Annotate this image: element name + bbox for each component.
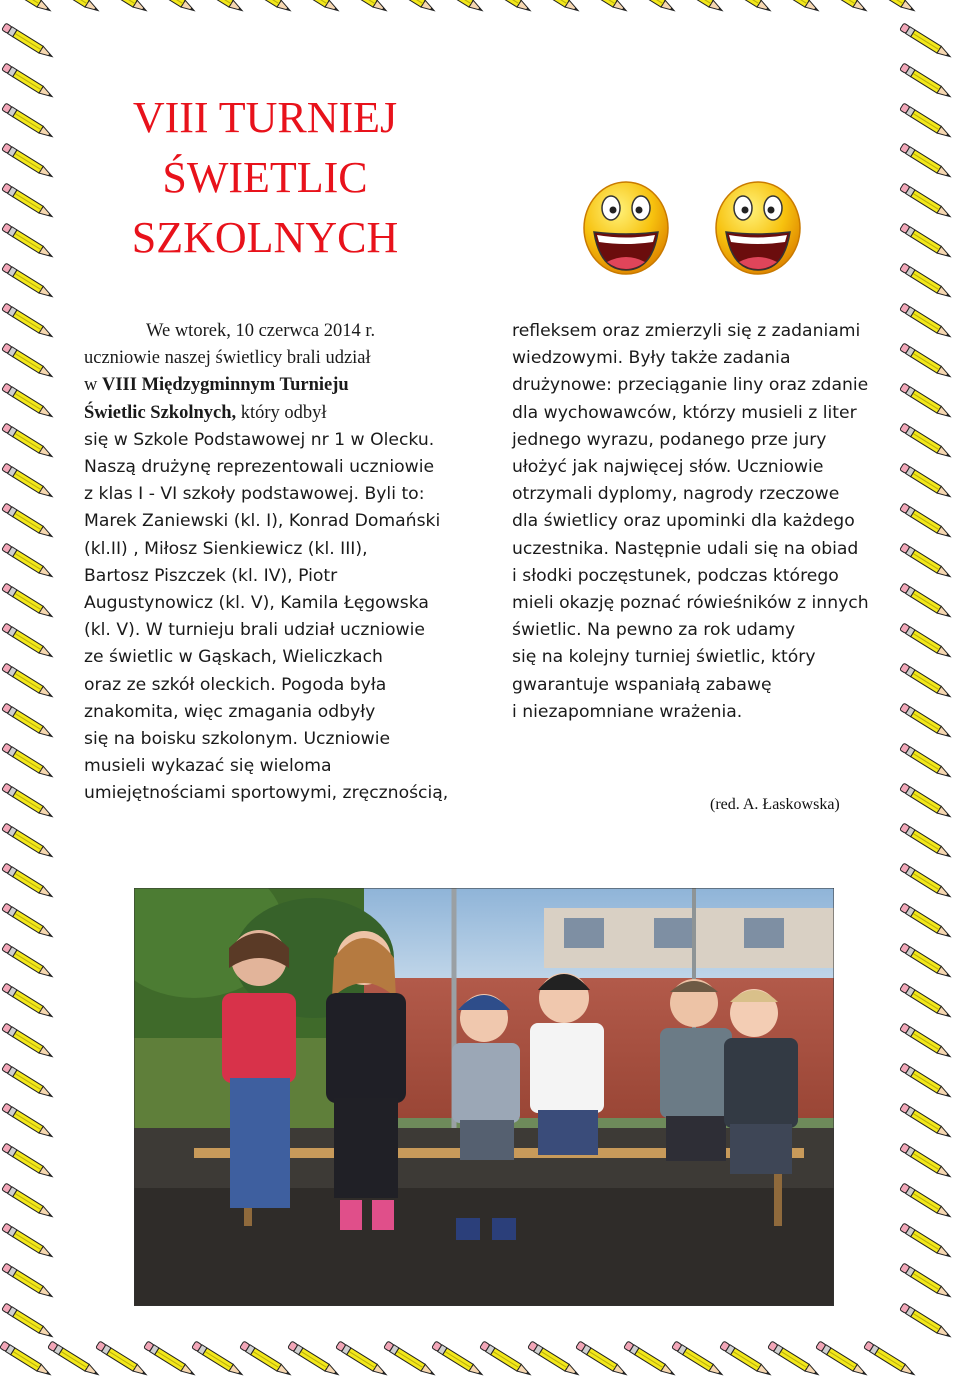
article-line: ułożyć jak najwięcej słów. Uczniowie [512, 457, 824, 478]
article-line: Augustynowicz (kl. V), Kamila Łęgowska [84, 593, 429, 614]
pencil-icon [96, 1341, 149, 1378]
pencil-icon [900, 103, 953, 140]
article-line: się w Szkole Podstawowej nr 1 w Olecku. [84, 429, 435, 450]
article-line: uczestnika. Następnie udali się na obiad [512, 538, 859, 559]
pencil-icon [2, 823, 55, 860]
pencil-icon [2, 743, 55, 780]
pencil-icon [96, 0, 149, 14]
article-line: Bartosz Piszczek (kl. IV), Piotr [84, 565, 338, 586]
pencil-icon [900, 183, 953, 220]
pencil-icon [2, 623, 55, 660]
article-line: i niezapomniane wrażenia. [512, 701, 743, 722]
pencil-icon [900, 903, 953, 940]
pencil-icon [900, 1023, 953, 1060]
pencil-icon [2, 23, 55, 60]
pencil-icon [900, 23, 953, 60]
pencil-icon [900, 823, 953, 860]
pencil-icon [2, 263, 55, 300]
pencil-icon [900, 223, 953, 260]
pencil-icon [900, 1223, 953, 1260]
pencil-icon [2, 1183, 55, 1220]
pencil-icon [2, 1263, 55, 1300]
pencil-icon [768, 0, 821, 14]
pencil-icon [2, 943, 55, 980]
pencil-icon [900, 463, 953, 500]
pencil-icon [2, 703, 55, 740]
pencil-icon [624, 1341, 677, 1378]
page-title [100, 88, 430, 268]
pencil-icon [720, 1341, 773, 1378]
pencil-icon [2, 423, 55, 460]
pencil-icon [576, 1341, 629, 1378]
pencil-icon [2, 543, 55, 580]
pencil-icon [900, 1263, 953, 1300]
pencil-icon [900, 943, 953, 980]
article-line: otrzymali dyplomy, nagrody rzeczowe [512, 484, 840, 505]
pencil-icon [720, 0, 773, 14]
pencil-icon [900, 583, 953, 620]
article-line: jednego wyrazu, podanego prze jury [512, 429, 827, 450]
pencil-icon [900, 543, 953, 580]
pencil-icon [2, 503, 55, 540]
pencil-icon [900, 1063, 953, 1100]
pencil-icon [2, 343, 55, 380]
title-line: SZKOLNYCH [131, 213, 399, 262]
article-line: wiedzowymi. Były także zadania [512, 348, 791, 369]
article-line: oraz ze szkół oleckich. Pogoda była [84, 674, 387, 695]
pencil-icon [900, 1183, 953, 1220]
pencil-icon [48, 1341, 101, 1378]
pencil-icon [672, 1341, 725, 1378]
pencil-icon [900, 303, 953, 340]
pencil-icon [2, 1143, 55, 1180]
pencil-icon [336, 0, 389, 14]
pencil-icon [900, 783, 953, 820]
pencil-icon [2, 463, 55, 500]
pencil-icon [672, 0, 725, 14]
article-line: z klas I - VI szkoły podstawowej. Byli to: [84, 484, 425, 505]
pencil-icon [2, 983, 55, 1020]
article-line: w VIII Międzygminnym Turnieju [84, 375, 349, 396]
pencil-icon [900, 423, 953, 460]
article-line: (kl. V). W turnieju brali udział uczniowie [84, 620, 425, 641]
article-line: znakomita, więc zmagania odbyły [84, 701, 376, 722]
pencil-icon [480, 1341, 533, 1378]
article-line: refleksem oraz zmierzyli się z zadaniami [512, 321, 861, 341]
pencil-icon [864, 0, 917, 14]
article-line: gwarantuje wspaniałą zabawę [512, 674, 772, 695]
pencil-icon [576, 0, 629, 14]
pencil-icon [2, 1063, 55, 1100]
author-signature: (red. A. Łaskowska) [710, 796, 840, 813]
article-line: musieli wykazać się wieloma [84, 756, 332, 777]
article-line: Świetlic Szkolnych, który odbył [84, 402, 327, 423]
pencil-icon [2, 63, 55, 100]
article-line: świetlic. Na pewno za rok udamy [512, 620, 796, 641]
pencil-icon [2, 223, 55, 260]
article-line: dla świetlicy oraz upominki dla każdego [512, 511, 855, 532]
pencil-icon [336, 1341, 389, 1378]
pencil-icon [192, 1341, 245, 1378]
pencil-icon [480, 0, 533, 14]
pencil-icon [48, 0, 101, 14]
pencil-icon [900, 623, 953, 660]
article-left-column [84, 318, 464, 808]
pencil-icon [2, 103, 55, 140]
article-line: ze świetlic w Gąskach, Wieliczkach [84, 647, 383, 668]
article-right-column [512, 318, 892, 726]
pencil-icon [2, 1023, 55, 1060]
pencil-icon [384, 0, 437, 14]
article-line: się na kolejny turniej świetlic, który [512, 647, 816, 668]
pencil-icon [900, 1143, 953, 1180]
pencil-icon [384, 1341, 437, 1378]
pencil-icon [288, 1341, 341, 1378]
article-line: i słodki poczęstunek, podczas którego [512, 565, 839, 586]
pencil-icon [900, 1103, 953, 1140]
laughing-face-icon [580, 178, 672, 278]
pencil-icon [240, 0, 293, 14]
group-photo [134, 888, 834, 1306]
pencil-icon [864, 1341, 917, 1378]
pencil-icon [144, 0, 197, 14]
pencil-icon [2, 583, 55, 620]
pencil-icon [2, 903, 55, 940]
article-line: dla wychowawców, którzy musieli z liter [512, 402, 857, 423]
pencil-icon [2, 1103, 55, 1140]
pencil-icon [2, 183, 55, 220]
pencil-icon [2, 663, 55, 700]
pencil-icon [900, 863, 953, 900]
group-photo-illustration [134, 888, 834, 1306]
pencil-icon [0, 0, 52, 14]
pencil-icon [240, 1341, 293, 1378]
pencil-icon [900, 263, 953, 300]
pencil-icon [2, 1303, 55, 1340]
pencil-icon [900, 743, 953, 780]
pencil-icon [2, 1223, 55, 1260]
pencil-icon [288, 0, 341, 14]
pencil-icon [900, 343, 953, 380]
pencil-icon [528, 1341, 581, 1378]
article-line: Naszą drużynę reprezentowali uczniowie [84, 457, 435, 478]
article-line: We wtorek, 10 czerwca 2014 r. [146, 321, 376, 341]
pencil-icon [816, 0, 869, 14]
pencil-icon [144, 1341, 197, 1378]
pencil-icon [2, 863, 55, 900]
pencil-icon [2, 383, 55, 420]
pencil-icon [0, 1341, 52, 1378]
pencil-icon [2, 143, 55, 180]
pencil-icon [432, 1341, 485, 1378]
pencil-icon [900, 63, 953, 100]
article-line: uczniowie naszej świetlicy brali udział [84, 348, 371, 369]
pencil-icon [2, 303, 55, 340]
pencil-icon [900, 1303, 953, 1340]
article-line: drużynowe: przeciąganie liny oraz zdanie [512, 375, 869, 396]
title-line: VIII TURNIEJ [132, 93, 398, 142]
pencil-icon [768, 1341, 821, 1378]
pencil-icon [900, 663, 953, 700]
article-line: mieli okazję poznać rówieśników z innych [512, 593, 869, 614]
pencil-icon [432, 0, 485, 14]
pencil-icon [900, 503, 953, 540]
pencil-icon [900, 383, 953, 420]
pencil-icon [900, 703, 953, 740]
title-line: ŚWIETLIC [162, 153, 368, 202]
article-line: umiejętnościami sportowymi, zręcznością, [84, 783, 449, 804]
pencil-icon [900, 143, 953, 180]
pencil-icon [900, 983, 953, 1020]
pencil-icon [528, 0, 581, 14]
pencil-icon [192, 0, 245, 14]
article-line: się na boisku szkolonym. Uczniowie [84, 729, 391, 750]
article-line: Marek Zaniewski (kl. I), Konrad Domański [84, 511, 441, 532]
article-line: (kl.II) , Miłosz Sienkiewicz (kl. III), [84, 538, 368, 559]
pencil-icon [624, 0, 677, 14]
pencil-icon [2, 783, 55, 820]
pencil-icon [816, 1341, 869, 1378]
laughing-face-icon [712, 178, 804, 278]
